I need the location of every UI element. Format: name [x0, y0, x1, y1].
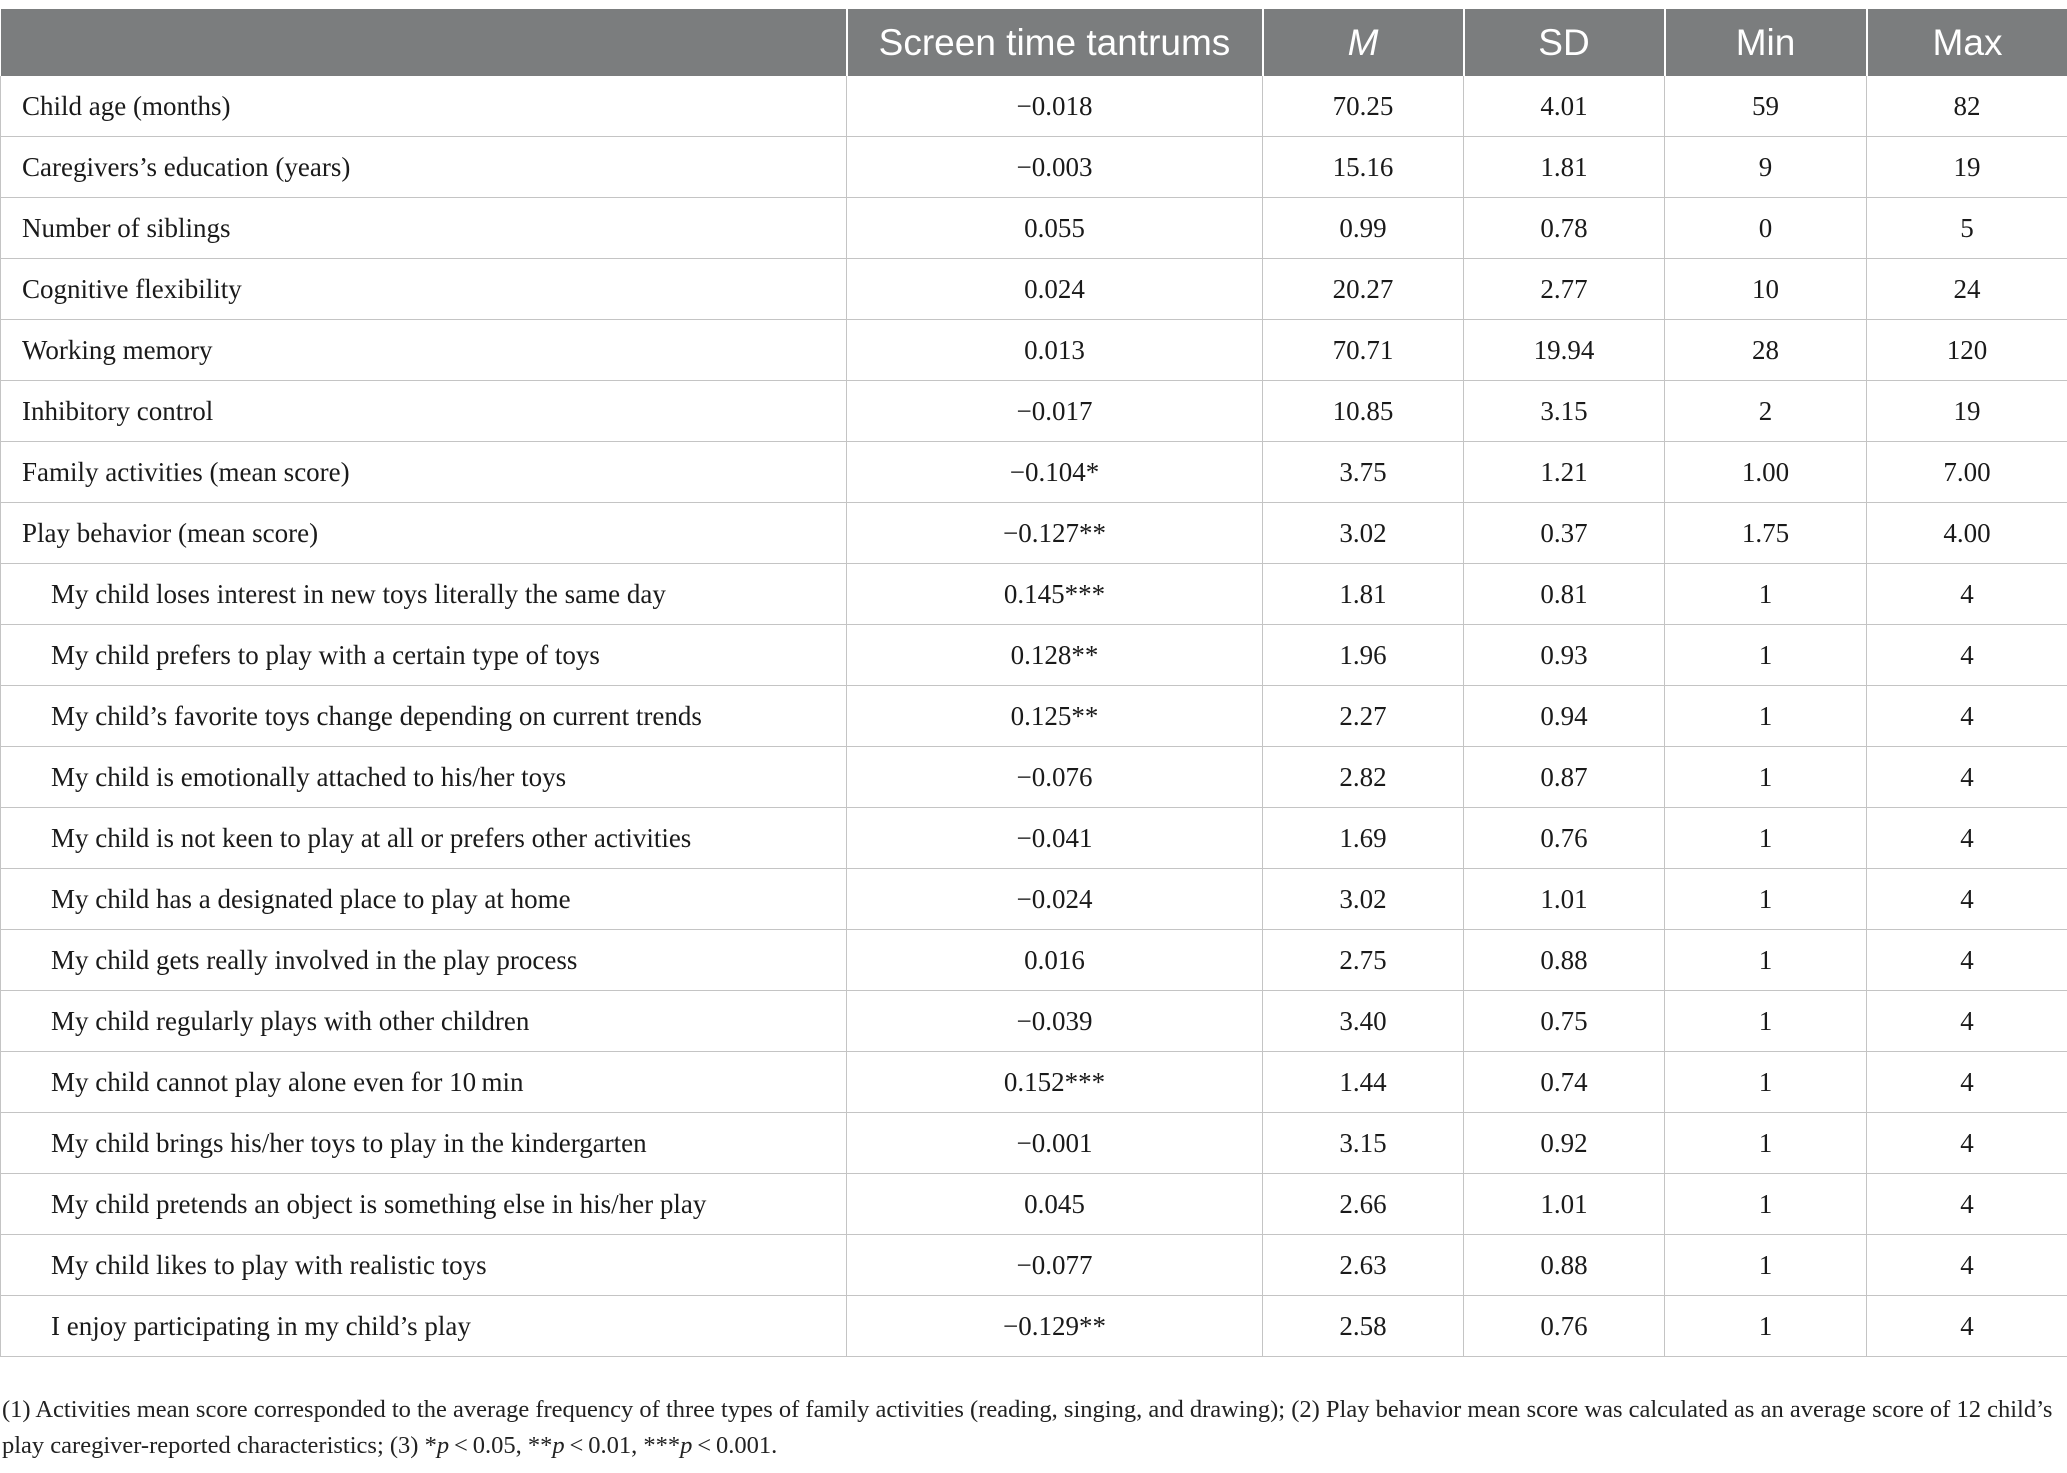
variable-label-cell: My child likes to play with realistic toys [1, 1235, 847, 1296]
sd-cell: 1.81 [1464, 137, 1665, 198]
screen-time-tantrums-cell: 0.145*** [847, 564, 1263, 625]
min-cell: 59 [1665, 76, 1867, 137]
min-cell: 1 [1665, 747, 1867, 808]
screen-time-tantrums-cell: −0.017 [847, 381, 1263, 442]
screen-time-tantrums-cell: 0.128** [847, 625, 1263, 686]
table-row [1, 686, 2067, 747]
variable-label-cell: My child’s favorite toys change depending on current trends [1, 686, 847, 747]
sd-cell: 0.87 [1464, 747, 1665, 808]
screen-time-tantrums-cell: −0.129** [847, 1296, 1263, 1357]
table-body [1, 76, 2067, 1357]
mean-cell: 3.40 [1263, 991, 1464, 1052]
footnote-threshold-001: < 0.01, *** [564, 1432, 681, 1459]
variable-label-cell: Caregivers’s education (years) [1, 137, 847, 198]
sd-cell: 2.77 [1464, 259, 1665, 320]
variable-label-cell: My child is not keen to play at all or prefers other activities [1, 808, 847, 869]
table-row [1, 1113, 2067, 1174]
screen-time-tantrums-cell: −0.001 [847, 1113, 1263, 1174]
footnote-lead: (1) Activities mean score corresponded to the average frequency of three types of family activities (reading, singing, and drawing); (2) Play behavior mean score was calculated as an average score of 12 child’s play caregiver-reported characteristics; (3) * [2, 1396, 2053, 1459]
min-cell: 1 [1665, 808, 1867, 869]
mean-cell: 1.69 [1263, 808, 1464, 869]
variable-label-cell: Play behavior (mean score) [1, 503, 847, 564]
mean-cell: 15.16 [1263, 137, 1464, 198]
sd-cell: 0.78 [1464, 198, 1665, 259]
sd-cell: 0.81 [1464, 564, 1665, 625]
sd-cell: 0.92 [1464, 1113, 1665, 1174]
max-cell: 4 [1867, 1235, 2067, 1296]
mean-cell: 2.27 [1263, 686, 1464, 747]
max-cell: 4 [1867, 1052, 2067, 1113]
table-row [1, 503, 2067, 564]
min-cell: 1 [1665, 930, 1867, 991]
min-cell: 2 [1665, 381, 1867, 442]
screen-time-tantrums-cell: 0.024 [847, 259, 1263, 320]
mean-cell: 3.75 [1263, 442, 1464, 503]
table-row [1, 137, 2067, 198]
screen-time-tantrums-cell: −0.077 [847, 1235, 1263, 1296]
min-cell: 1 [1665, 625, 1867, 686]
mean-cell: 1.44 [1263, 1052, 1464, 1113]
min-cell: 1 [1665, 1296, 1867, 1357]
header-mean: M [1263, 9, 1464, 76]
footnote-p-symbol: p [552, 1432, 565, 1459]
max-cell: 4.00 [1867, 503, 2067, 564]
max-cell: 7.00 [1867, 442, 2067, 503]
min-cell: 28 [1665, 320, 1867, 381]
table-footnote [2, 1392, 2062, 1464]
min-cell: 1 [1665, 686, 1867, 747]
max-cell: 19 [1867, 137, 2067, 198]
sd-cell: 1.21 [1464, 442, 1665, 503]
min-cell: 1 [1665, 869, 1867, 930]
table-row [1, 1296, 2067, 1357]
sd-cell: 0.75 [1464, 991, 1665, 1052]
min-cell: 1 [1665, 1235, 1867, 1296]
mean-cell: 1.96 [1263, 625, 1464, 686]
min-cell: 9 [1665, 137, 1867, 198]
table-row [1, 625, 2067, 686]
screen-time-tantrums-cell: 0.016 [847, 930, 1263, 991]
mean-cell: 1.81 [1263, 564, 1464, 625]
header-min: Min [1665, 9, 1867, 76]
mean-cell: 3.02 [1263, 503, 1464, 564]
max-cell: 4 [1867, 1174, 2067, 1235]
screen-time-tantrums-cell: −0.076 [847, 747, 1263, 808]
max-cell: 4 [1867, 1113, 2067, 1174]
variable-label-cell: My child gets really involved in the play process [1, 930, 847, 991]
table-row [1, 381, 2067, 442]
min-cell: 1 [1665, 1052, 1867, 1113]
table-row [1, 1235, 2067, 1296]
sd-cell: 0.88 [1464, 1235, 1665, 1296]
mean-cell: 20.27 [1263, 259, 1464, 320]
sd-cell: 0.93 [1464, 625, 1665, 686]
sd-cell: 0.94 [1464, 686, 1665, 747]
max-cell: 82 [1867, 76, 2067, 137]
max-cell: 4 [1867, 930, 2067, 991]
table-row [1, 869, 2067, 930]
table-row [1, 808, 2067, 869]
mean-cell: 2.63 [1263, 1235, 1464, 1296]
sd-cell: 0.88 [1464, 930, 1665, 991]
mean-cell: 3.02 [1263, 869, 1464, 930]
sd-cell: 4.01 [1464, 76, 1665, 137]
max-cell: 4 [1867, 869, 2067, 930]
descriptive-statistics-table-container [0, 9, 2067, 1357]
screen-time-tantrums-cell: 0.045 [847, 1174, 1263, 1235]
min-cell: 1 [1665, 1113, 1867, 1174]
variable-label-cell: My child prefers to play with a certain type of toys [1, 625, 847, 686]
sd-cell: 0.76 [1464, 808, 1665, 869]
footnote-p-symbol: p [680, 1432, 693, 1459]
mean-cell: 2.58 [1263, 1296, 1464, 1357]
mean-cell: 70.25 [1263, 76, 1464, 137]
table-row [1, 259, 2067, 320]
variable-label-cell: My child brings his/her toys to play in the kindergarten [1, 1113, 847, 1174]
min-cell: 1 [1665, 564, 1867, 625]
variable-label-cell: Number of siblings [1, 198, 847, 259]
sd-cell: 3.15 [1464, 381, 1665, 442]
sd-cell: 0.37 [1464, 503, 1665, 564]
variable-label-cell: Family activities (mean score) [1, 442, 847, 503]
mean-cell: 2.66 [1263, 1174, 1464, 1235]
footnote-threshold-005: < 0.05, ** [449, 1432, 553, 1459]
max-cell: 4 [1867, 1296, 2067, 1357]
max-cell: 19 [1867, 381, 2067, 442]
variable-label-cell: Inhibitory control [1, 381, 847, 442]
max-cell: 4 [1867, 564, 2067, 625]
min-cell: 0 [1665, 198, 1867, 259]
max-cell: 4 [1867, 625, 2067, 686]
min-cell: 1 [1665, 991, 1867, 1052]
screen-time-tantrums-cell: −0.003 [847, 137, 1263, 198]
screen-time-tantrums-cell: −0.041 [847, 808, 1263, 869]
variable-label-cell: My child regularly plays with other children [1, 991, 847, 1052]
mean-cell: 2.82 [1263, 747, 1464, 808]
min-cell: 1.75 [1665, 503, 1867, 564]
variable-label-cell: I enjoy participating in my child’s play [1, 1296, 847, 1357]
mean-cell: 70.71 [1263, 320, 1464, 381]
table-header [1, 9, 2067, 76]
sd-cell: 1.01 [1464, 1174, 1665, 1235]
mean-cell: 10.85 [1263, 381, 1464, 442]
max-cell: 5 [1867, 198, 2067, 259]
table-row [1, 747, 2067, 808]
screen-time-tantrums-cell: −0.127** [847, 503, 1263, 564]
screen-time-tantrums-cell: −0.024 [847, 869, 1263, 930]
table-row [1, 564, 2067, 625]
mean-cell: 0.99 [1263, 198, 1464, 259]
screen-time-tantrums-cell: 0.013 [847, 320, 1263, 381]
max-cell: 4 [1867, 686, 2067, 747]
header-row [1, 9, 2067, 76]
table-row [1, 1174, 2067, 1235]
header-max: Max [1867, 9, 2067, 76]
sd-cell: 0.76 [1464, 1296, 1665, 1357]
table-row [1, 76, 2067, 137]
mean-cell: 2.75 [1263, 930, 1464, 991]
variable-label-cell: Working memory [1, 320, 847, 381]
variable-label-cell: My child is emotionally attached to his/her toys [1, 747, 847, 808]
max-cell: 4 [1867, 991, 2067, 1052]
screen-time-tantrums-cell: 0.055 [847, 198, 1263, 259]
header-screen-time-tantrums: Screen time tantrums [847, 9, 1263, 76]
header-variable [1, 9, 847, 76]
screen-time-tantrums-cell: 0.152*** [847, 1052, 1263, 1113]
table-row [1, 930, 2067, 991]
footnote-p-symbol: p [436, 1432, 450, 1459]
screen-time-tantrums-cell: 0.125** [847, 686, 1263, 747]
header-sd: SD [1464, 9, 1665, 76]
variable-label-cell: Child age (months) [1, 76, 847, 137]
table-row [1, 1052, 2067, 1113]
screen-time-tantrums-cell: −0.104* [847, 442, 1263, 503]
sd-cell: 0.74 [1464, 1052, 1665, 1113]
min-cell: 10 [1665, 259, 1867, 320]
variable-label-cell: My child has a designated place to play at home [1, 869, 847, 930]
table-row [1, 320, 2067, 381]
variable-label-cell: My child loses interest in new toys literally the same day [1, 564, 847, 625]
variable-label-cell: Cognitive flexibility [1, 259, 847, 320]
sd-cell: 19.94 [1464, 320, 1665, 381]
variable-label-cell: My child cannot play alone even for 10 min [1, 1052, 847, 1113]
max-cell: 4 [1867, 747, 2067, 808]
table-row [1, 991, 2067, 1052]
variable-label-cell: My child pretends an object is something else in his/her play [1, 1174, 847, 1235]
mean-cell: 3.15 [1263, 1113, 1464, 1174]
max-cell: 24 [1867, 259, 2067, 320]
max-cell: 4 [1867, 808, 2067, 869]
min-cell: 1 [1665, 1174, 1867, 1235]
footnote-threshold-0001: < 0.001. [692, 1432, 778, 1459]
min-cell: 1.00 [1665, 442, 1867, 503]
screen-time-tantrums-cell: −0.039 [847, 991, 1263, 1052]
table-row [1, 442, 2067, 503]
sd-cell: 1.01 [1464, 869, 1665, 930]
descriptive-statistics-table [0, 9, 2067, 1357]
screen-time-tantrums-cell: −0.018 [847, 76, 1263, 137]
max-cell: 120 [1867, 320, 2067, 381]
table-row [1, 198, 2067, 259]
